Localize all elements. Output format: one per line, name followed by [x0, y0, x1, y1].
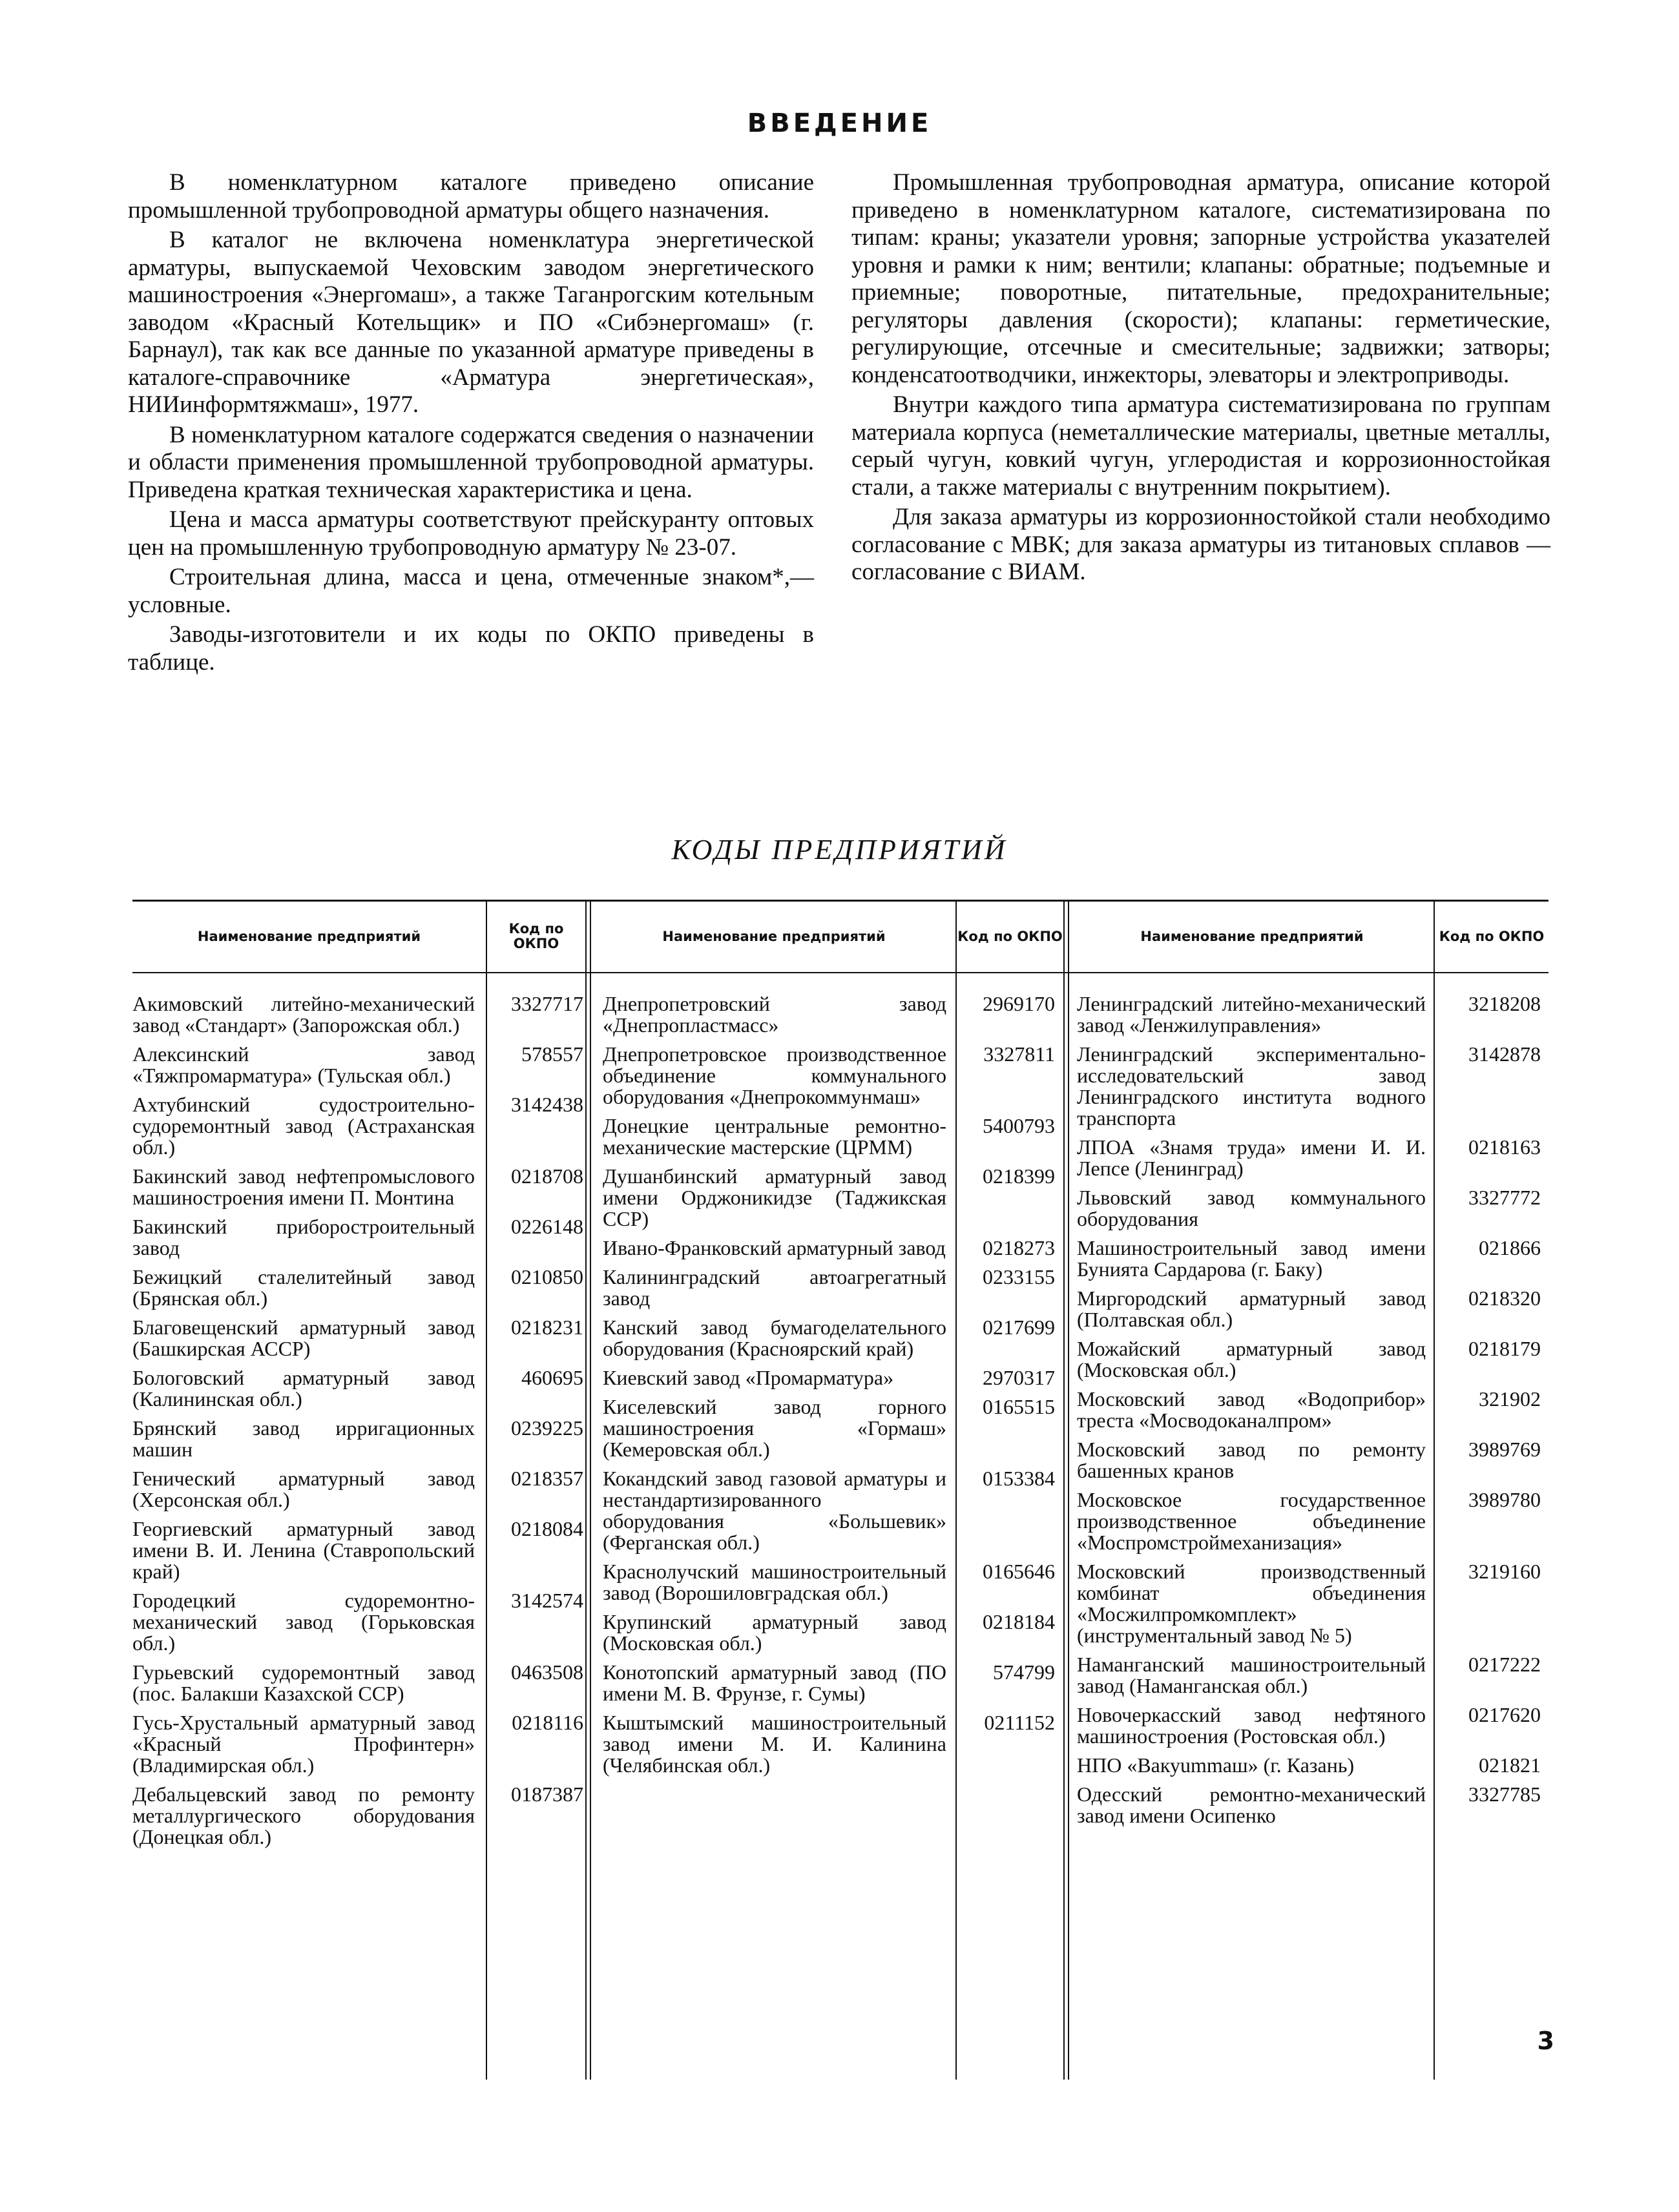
intro-left-column — [128, 169, 814, 679]
table-row — [1077, 1288, 1542, 1330]
enterprise-name: Гусь-Хрустальный арматурный завод «Красный Профинтерн» (Владимирская обл.) — [132, 1711, 475, 1777]
enterprise-list — [132, 993, 586, 1855]
table-row — [603, 1115, 1056, 1158]
okpo-code: 0239225 — [511, 1416, 583, 1440]
intro-paragraph: Заводы-изготовители и их коды по ОКПО приведены в таблице. — [128, 621, 814, 676]
enterprise-name: Ивано-Франковский арматурный завод — [603, 1236, 946, 1259]
table-row — [1077, 1439, 1542, 1482]
okpo-code: 3218208 — [1468, 992, 1541, 1015]
table-row — [1077, 1489, 1542, 1553]
okpo-code: 3219160 — [1468, 1560, 1541, 1583]
enterprise-name: Канский завод бумагоделательного оборудования (Красноярский край) — [603, 1316, 946, 1360]
table-row — [1077, 1654, 1542, 1697]
enterprise-name: Ленинградский литейно-механический завод «Ленжилуправления» — [1077, 992, 1426, 1037]
okpo-code: 0218184 — [983, 1610, 1055, 1633]
intro-paragraph: Строительная длина, масса и цена, отмеченные знаком*,— условные. — [128, 564, 814, 618]
enterprise-name: Ленинградский экспериментально-исследовательский завод Ленинградского института водного транспорта — [1077, 1042, 1426, 1130]
header-name: Наименование предприятий — [197, 928, 421, 944]
enterprise-name: Бологовский арматурный завод (Калининская обл.) — [132, 1366, 475, 1411]
enterprise-name: Кокандский завод газовой арматуры и нестандартизированного оборудования «Большевик» (Ферганская обл.) — [603, 1467, 946, 1554]
okpo-code: 0218084 — [511, 1517, 583, 1540]
enterprise-name: Краснолучский машиностроительный завод (Ворошиловградская обл.) — [603, 1560, 946, 1604]
okpo-code: 578557 — [521, 1042, 583, 1066]
table-row — [1077, 1561, 1542, 1646]
table-row — [603, 1166, 1056, 1230]
table-row — [132, 1418, 586, 1460]
okpo-code: 0187387 — [511, 1783, 583, 1806]
enterprise-name: Душанбинский арматурный завод имени Орджоникидзе (Таджикская ССР) — [603, 1164, 946, 1230]
enterprise-name: Киселевский завод горного машиностроения «Гормаш» (Кемеровская обл.) — [603, 1395, 946, 1461]
okpo-code: 5400793 — [983, 1114, 1055, 1137]
table-row — [1077, 1755, 1542, 1776]
enterprise-list — [1077, 993, 1542, 1834]
table-row — [1077, 1784, 1542, 1826]
okpo-code: 021821 — [1479, 1753, 1541, 1777]
enterprise-name: Генический арматурный завод (Херсонская обл.) — [132, 1467, 475, 1511]
table-row — [1077, 1338, 1542, 1381]
table-row — [132, 1317, 586, 1359]
enterprise-name: Киевский завод «Промарматура» — [603, 1366, 894, 1389]
enterprise-name: Днепропетровское производственное объединение коммунального оборудования «Днепрокоммунмаш» — [603, 1042, 946, 1108]
okpo-code: 0233155 — [983, 1265, 1055, 1288]
table-row — [132, 1094, 586, 1158]
okpo-code: 0218116 — [512, 1711, 583, 1734]
enterprise-name: Львовский завод коммунального оборудования — [1077, 1186, 1426, 1230]
enterprise-name: Миргородский арматурный завод (Полтавская обл.) — [1077, 1287, 1426, 1331]
enterprise-name: Бакинский приборостроительный завод — [132, 1215, 475, 1259]
table-row — [132, 1590, 586, 1654]
table-row — [603, 1237, 1056, 1259]
okpo-code: 0217620 — [1468, 1703, 1541, 1726]
enterprise-name: Городецкий судоремонтно-механический завод (Горьковская обл.) — [132, 1589, 475, 1655]
enterprise-name: Московский завод «Водоприбор» треста «Мосводоканалпром» — [1077, 1387, 1426, 1432]
enterprise-name: Новочеркасский завод нефтяного машиностроения (Ростовская обл.) — [1077, 1703, 1426, 1748]
okpo-code: 3142438 — [511, 1093, 583, 1116]
enterprise-name: НПО «Вакуummаш» (г. Казань) — [1077, 1753, 1355, 1777]
table-header-rule — [132, 972, 1549, 973]
table-row — [1077, 1137, 1542, 1179]
enterprise-name: Ахтубинский судостроительно-судоремонтный завод (Астраханская обл.) — [132, 1093, 475, 1159]
okpo-code: 0210850 — [511, 1265, 583, 1288]
enterprise-name: Одесский ремонтно-механический завод имени Осипенко — [1077, 1783, 1426, 1827]
okpo-code: 574799 — [993, 1660, 1055, 1684]
table-row — [603, 1611, 1056, 1654]
enterprise-name: ЛПОА «Знамя труда» имени И. И. Лепсе (Ленинград) — [1077, 1135, 1426, 1180]
enterprise-name: Бакинский завод нефтепромыслового машиностроения имени П. Монтина — [132, 1164, 475, 1209]
enterprise-name: Московский завод по ремонту башенных кранов — [1077, 1438, 1426, 1482]
enterprise-name: Кыштымский машиностроительный завод имени М. И. Калинина (Челябинская обл.) — [603, 1711, 946, 1777]
table-row — [603, 1561, 1056, 1604]
okpo-code: 0218231 — [511, 1316, 583, 1339]
table-row — [132, 1166, 586, 1208]
okpo-code: 0165646 — [983, 1560, 1055, 1583]
okpo-code: 0217222 — [1468, 1653, 1541, 1676]
okpo-code: 3327772 — [1468, 1186, 1541, 1209]
okpo-code: 3327811 — [983, 1042, 1055, 1066]
enterprise-name: Акимовский литейно-механический завод «Стандарт» (Запорожская обл.) — [132, 992, 475, 1037]
enterprise-name: Гурьевский судоремонтный завод (пос. Балакши Казахской ССР) — [132, 1660, 475, 1705]
table-row — [132, 1712, 586, 1776]
table-row — [1077, 1187, 1542, 1230]
intro-paragraph: В номенклатурном каталоге приведено описание промышленной трубопроводной арматуры общего назначения. — [128, 169, 814, 223]
table-row — [603, 1044, 1056, 1108]
table-row — [603, 993, 1056, 1036]
intro-paragraph: В номенклатурном каталоге содержатся сведения о назначении и области применения промышленной трубопроводной арматуры. Приведена краткая техническая характеристика и цена. — [128, 421, 814, 503]
table-row — [603, 1712, 1056, 1776]
okpo-code: 3142878 — [1468, 1042, 1541, 1066]
okpo-code: 0218399 — [983, 1164, 1055, 1188]
enterprise-name: Георгиевский арматурный завод имени В. И. Ленина (Ставропольский край) — [132, 1517, 475, 1583]
okpo-code: 0153384 — [983, 1467, 1055, 1490]
table-row — [1077, 1704, 1542, 1747]
enterprise-name: Крупинский арматурный завод (Московская обл.) — [603, 1610, 946, 1655]
table-title: КОДЫ ПРЕДПРИЯТИЙ — [671, 834, 1008, 865]
intro-paragraph: Для заказа арматуры из коррозионностойкой стали необходимо согласование с МВК; для заказа арматуры из титановых сплавов — согласование с ВИАМ. — [851, 504, 1550, 585]
okpo-code: 2970317 — [983, 1366, 1055, 1389]
page-title: ВВЕДЕНИЕ — [747, 109, 932, 138]
okpo-code: 0218708 — [511, 1164, 583, 1188]
enterprise-name: Московский производственный комбинат объединения «Мосжилпромкомплект» (инструментальный завод № 5) — [1077, 1560, 1426, 1647]
table-row — [132, 1662, 586, 1704]
header-code: Код по ОКПО — [1439, 928, 1545, 944]
enterprise-name: Калининградский автоагрегатный завод — [603, 1265, 946, 1310]
okpo-code: 0218179 — [1468, 1337, 1541, 1360]
intro-paragraph: Внутри каждого типа арматура систематизирована по группам материала корпуса (неметаллические материалы, цветные металлы, серый чугун, ковкий чугун, углеродистая и коррозионностойкая стали, а также материалы с внутренним покрытием). — [851, 391, 1550, 501]
okpo-code: 0218320 — [1468, 1287, 1541, 1310]
table-row — [603, 1662, 1056, 1704]
table-row — [603, 1266, 1056, 1309]
okpo-code: 0211152 — [984, 1711, 1055, 1734]
column-divider — [590, 902, 591, 2080]
table-row — [1077, 1389, 1542, 1431]
okpo-code: 3989769 — [1468, 1438, 1541, 1461]
enterprise-name: Днепропетровский завод «Днепропластмасс» — [603, 992, 946, 1037]
header-name: Наименование предприятий — [1140, 928, 1364, 944]
table-row — [1077, 1237, 1542, 1280]
enterprise-name: Брянский завод ирригационных машин — [132, 1416, 475, 1461]
okpo-code: 0217699 — [983, 1316, 1055, 1339]
enterprise-name: Конотопский арматурный завод (ПО имени М. В. Фрунзе, г. Сумы) — [603, 1660, 946, 1705]
okpo-code: 0218163 — [1468, 1135, 1541, 1159]
table-row — [132, 1468, 586, 1511]
enterprise-name: Алексинский завод «Тяжпромарматура» (Тульская обл.) — [132, 1042, 475, 1087]
okpo-code: 3327785 — [1468, 1783, 1541, 1806]
table-row — [1077, 993, 1542, 1036]
header-code: Код по ОКПО — [957, 928, 1063, 944]
okpo-code: 0218357 — [511, 1467, 583, 1490]
table-row — [603, 1396, 1056, 1460]
intro-paragraph: Промышленная трубопроводная арматура, описание которой приведено в номенклатурном каталоге, систематизирована по типам: краны; указатели уровня; запорные устройства указателей уровня и рамки к ним; вентили; клапаны: обратные; подъемные и приемные; поворотные, питательные, предохранительные; регуляторы давления (скорости); клапаны: герметические, регулирующие, отсечные и смесительные; задвижки; затворы; конденсатоотводчики, инжекторы, элеваторы и электроприводы. — [851, 169, 1550, 388]
enterprise-name: Московское государственное производственное объединение «Моспромстроймеханизация» — [1077, 1488, 1426, 1554]
okpo-code: 3142574 — [511, 1589, 583, 1612]
table-row — [132, 993, 586, 1036]
enterprise-list — [603, 993, 1056, 1784]
okpo-code: 2969170 — [983, 992, 1055, 1015]
okpo-code: 460695 — [521, 1366, 583, 1389]
enterprise-name: Бежицкий сталелитейный завод (Брянская обл.) — [132, 1265, 475, 1310]
enterprise-name: Донецкие центральные ремонтно-механические мастерские (ЦРММ) — [603, 1114, 946, 1159]
intro-paragraph: Цена и масса арматуры соответствуют прейскуранту оптовых цен на промышленную трубопроводную арматуру № 23-07. — [128, 506, 814, 561]
table-row — [603, 1468, 1056, 1553]
okpo-code: 321902 — [1479, 1387, 1541, 1411]
intro-right-column — [851, 169, 1550, 589]
table-row — [132, 1518, 586, 1582]
enterprise-name: Наманганский машиностроительный завод (Наманганская обл.) — [1077, 1653, 1426, 1697]
okpo-code: 0226148 — [511, 1215, 583, 1238]
table-row — [603, 1367, 1056, 1389]
header-name: Наименование предприятий — [662, 928, 886, 944]
table-row — [603, 1317, 1056, 1359]
okpo-code: 021866 — [1479, 1236, 1541, 1259]
table-row — [1077, 1044, 1542, 1129]
enterprise-name: Дебальцевский завод по ремонту металлургического оборудования (Донецкая обл.) — [132, 1783, 475, 1848]
column-divider — [1068, 902, 1069, 2080]
okpo-code: 0165515 — [983, 1395, 1055, 1418]
enterprise-name: Машиностроительный завод имени Бунията Сардарова (г. Баку) — [1077, 1236, 1426, 1281]
table-row — [132, 1784, 586, 1848]
column-divider — [1063, 902, 1065, 2080]
enterprise-name: Можайский арматурный завод (Московская обл.) — [1077, 1337, 1426, 1381]
okpo-code: 0218273 — [983, 1236, 1055, 1259]
page-number: 3 — [1537, 2027, 1554, 2055]
okpo-code: 3989780 — [1468, 1488, 1541, 1511]
enterprise-name: Благовещенский арматурный завод (Башкирская АССР) — [132, 1316, 475, 1360]
table-row — [132, 1266, 586, 1309]
header-code: Код по ОКПО — [508, 921, 564, 951]
okpo-code: 3327717 — [511, 992, 583, 1015]
table-row — [132, 1367, 586, 1410]
table-row — [132, 1044, 586, 1086]
table-row — [132, 1216, 586, 1259]
okpo-code: 0463508 — [511, 1660, 583, 1684]
intro-paragraph: В каталог не включена номенклатура энергетической арматуры, выпускаемой Чеховским заводом энергетического машиностроения «Энергомаш», а также Таганрогским котельным заводом «Красный Котельщик» и ПО «Сибэнергомаш» (г. Барнаул), так как все данные по указанной арматуре приведены в каталоге-справочнике «Арматура энергетическая», НИИинформтяжмаш», 1977. — [128, 227, 814, 418]
